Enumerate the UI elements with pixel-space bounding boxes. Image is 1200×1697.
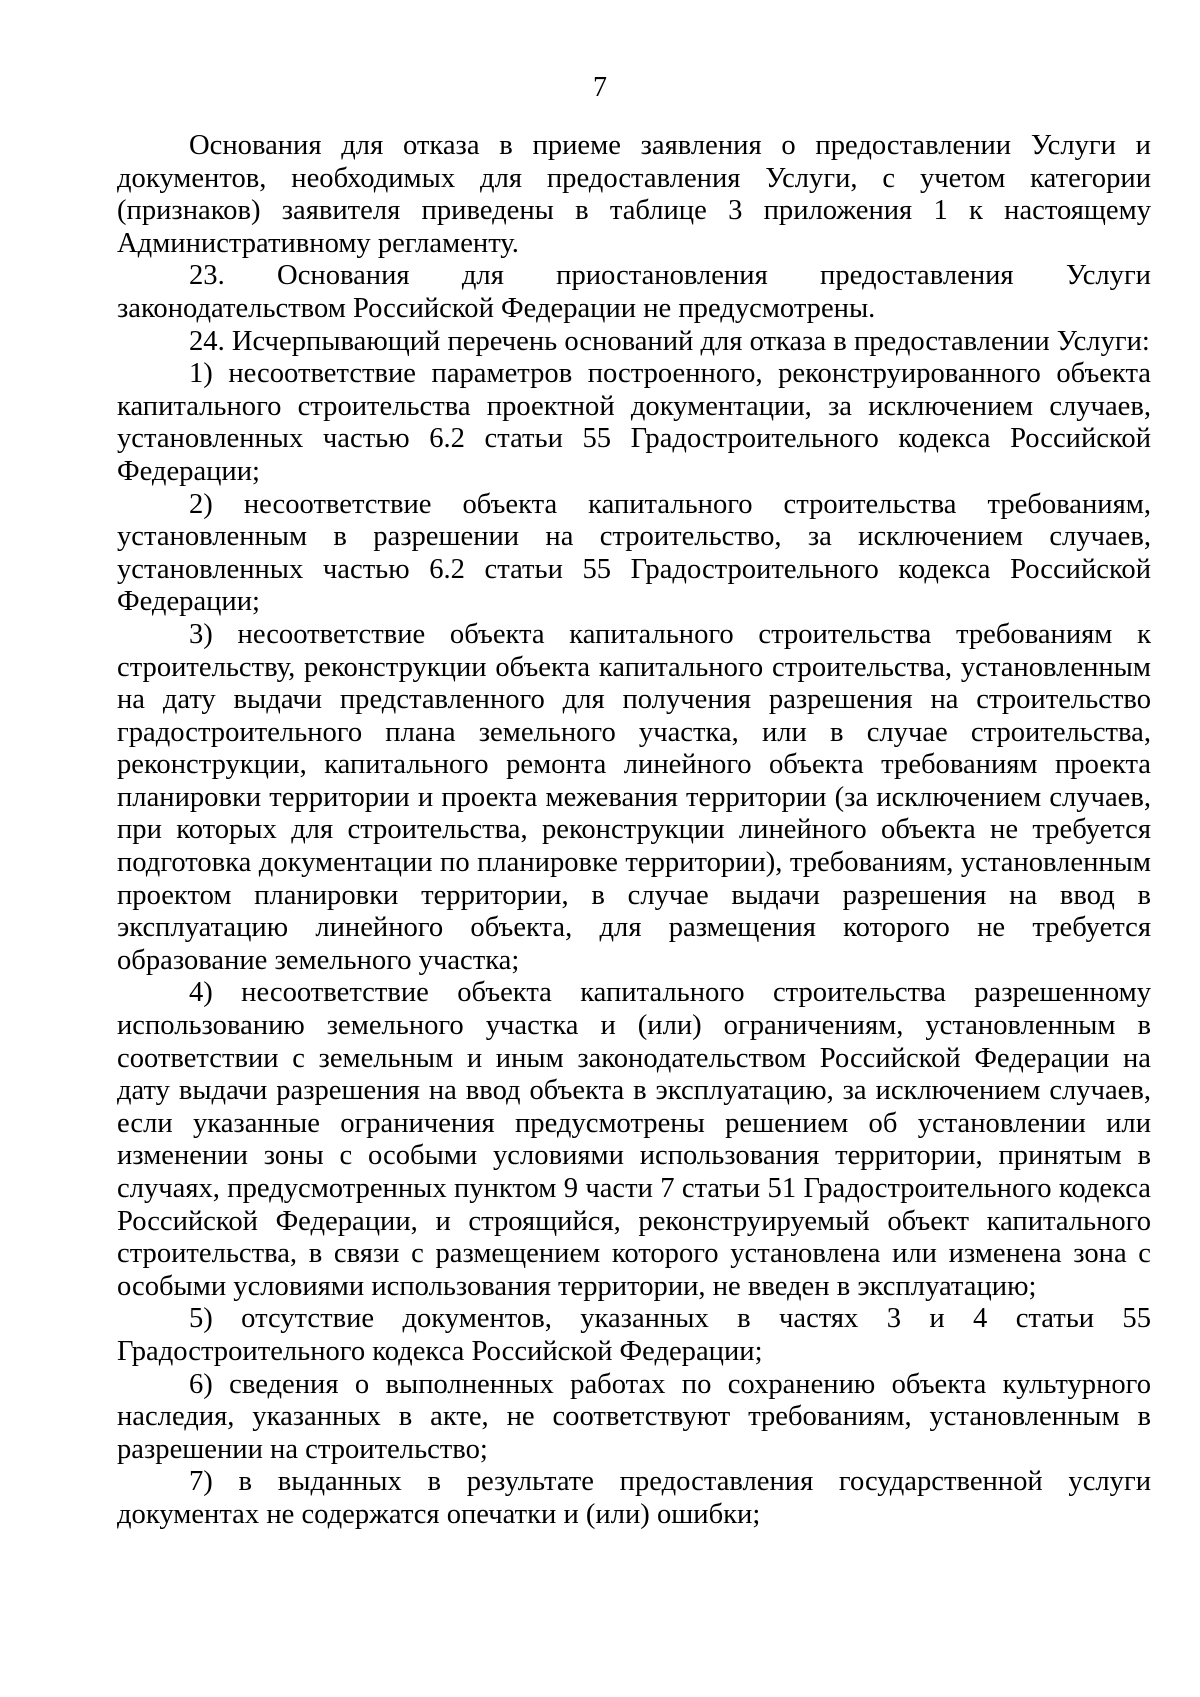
list-item-3: 3) несоответствие объекта капитального строительства требованиям к строительству, реконструкции объекта капитального строительства, установленным на дату выдачи представленного для получения разрешения на строительство градостроительного плана земельного участка, или в случае строительства, реконструкции, капитального ремонта линейного объекта требованиям проекта планировки территории и проекта межевания территории (за исключением случаев, при которых для строительства, реконструкции линейного объекта не требуется подготовка документации по планировке территории), требованиям, установленным проектом планировки территории, в случае выдачи разрешения на ввод в эксплуатацию линейного объекта, для размещения которого не требуется образование земельного участка; [117,618,1151,976]
list-item-5: 5) отсутствие документов, указанных в частях 3 и 4 статьи 55 Градостроительного кодекса Российской Федерации; [117,1303,1151,1367]
paragraph-23-suspension-grounds: 23. Основания для приостановления предоставления Услуги законодательством Российской Федерации не предусмотрены. [117,260,1151,324]
list-item-1: 1) несоответствие параметров построенного, реконструированного объекта капитального строительства проектной документации, за исключением случаев, установленных частью 6.2 статьи 55 Градостроительного кодекса Российской Федерации; [117,358,1151,487]
list-item-7: 7) в выданных в результате предоставления государственной услуги документах не содержатся опечатки и (или) ошибки; [117,1466,1151,1530]
document-body [117,130,1151,1532]
page-number: 7 [593,72,607,103]
list-item-4: 4) несоответствие объекта капитального строительства разрешенному использованию земельного участка и (или) ограничениям, установленным в соответствии с земельным и иным законодательством Российской Федерации на дату выдачи разрешения на ввод объекта в эксплуатацию, за исключением случаев, если указанные ограничения предусмотрены решением об установлении или изменении зоны с особыми условиями использования территории, принятым в случаях, предусмотренных пунктом 9 части 7 статьи 51 Градостроительного кодекса Российской Федерации, и строящийся, реконструируемый объект капитального строительства, в связи с размещением которого установлена или изменена зона с особыми условиями использования территории, не введен в эксплуатацию; [117,977,1151,1302]
paragraph-refusal-grounds-reference: Основания для отказа в приеме заявления о предоставлении Услуги и документов, необходимых для предоставления Услуги, с учетом категории (признаков) заявителя приведены в таблице 3 приложения 1 к настоящему Административному регламенту. [117,130,1151,259]
list-item-6: 6) сведения о выполненных работах по сохранению объекта культурного наследия, указанных в акте, не соответствуют требованиям, установленным в разрешении на строительство; [117,1368,1151,1465]
list-item-2: 2) несоответствие объекта капитального строительства требованиям, установленным в разрешении на строительство, за исключением случаев, установленных частью 6.2 статьи 55 Градостроительного кодекса Российской Федерации; [117,488,1151,618]
paragraph-24-refusal-grounds-list: 24. Исчерпывающий перечень оснований для отказа в предоставлении Услуги: [189,325,1150,357]
